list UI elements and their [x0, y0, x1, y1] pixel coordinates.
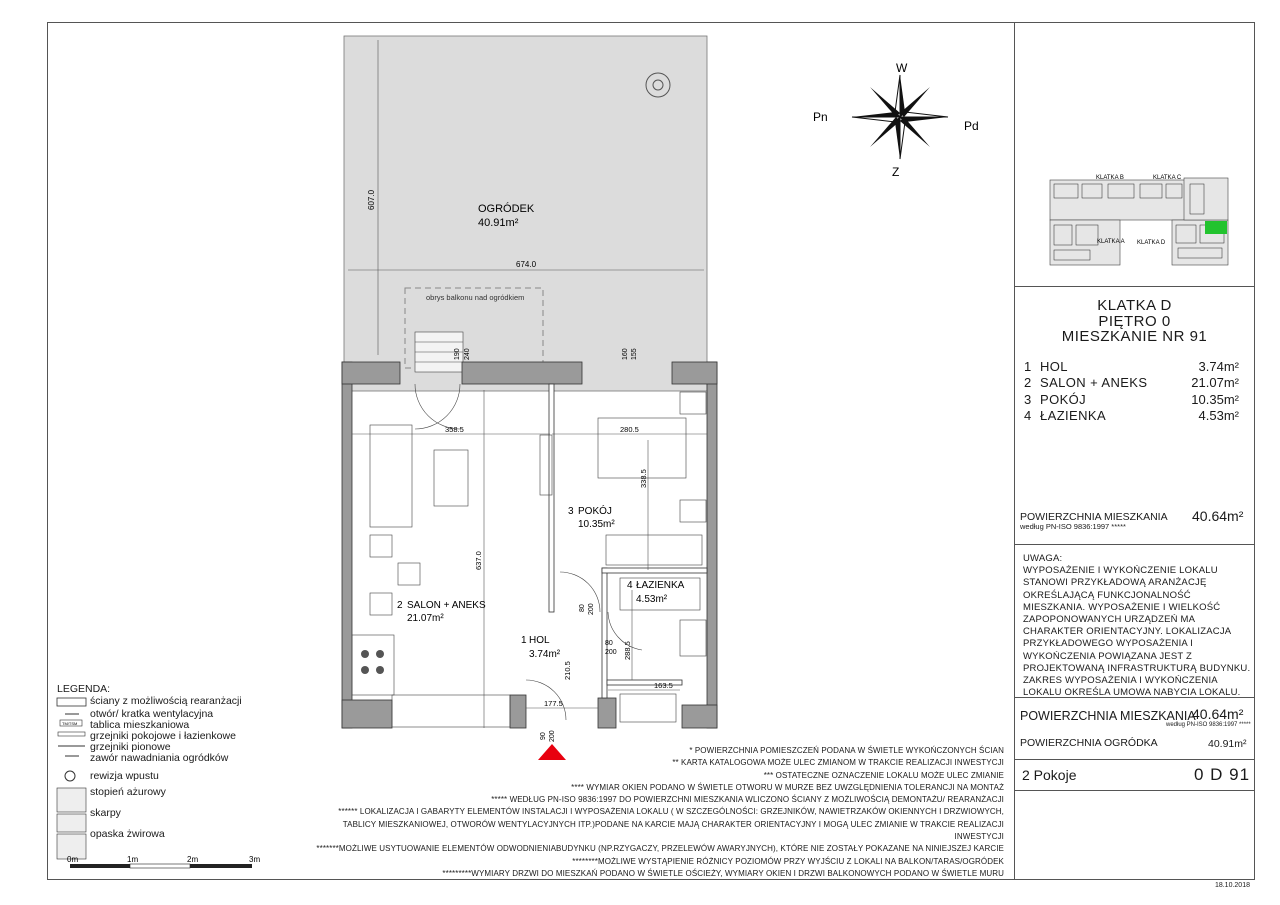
legend-item: ściany z możliwością rearanżacji: [90, 695, 242, 707]
area-label: POWIERZCHNIA MIESZKANIA: [1020, 511, 1168, 523]
dim-door-e: 90: [540, 732, 547, 740]
garden-label: POWIERZCHNIA OGRÓDKA: [1020, 737, 1158, 749]
scale-bar: [60, 854, 270, 874]
summary-area-sub: według PN-ISO 9836:1997 *****: [1166, 722, 1251, 728]
room-row: [1024, 359, 1239, 376]
divider: [1014, 759, 1255, 760]
room-row: [1024, 392, 1239, 409]
note-line: ** KARTA KATALOGOWA MOŻE ULEC ZMIANOM W TRAKCIE REALIZACJI INWESTYCJI: [672, 758, 1004, 768]
compass-e: Pd: [964, 119, 979, 133]
legend-title: LEGENDA:: [57, 683, 111, 695]
divider: [1014, 286, 1255, 287]
room-area: 3.74m²: [1198, 359, 1239, 374]
drain-symbol: [65, 771, 75, 781]
scale-1: 1m: [127, 855, 139, 864]
hol-name: HOL: [529, 635, 550, 646]
uwaga-text: UWAGA: WYPOSAŻENIE I WYKOŃCZENIE LOKALU STANOWI PRZYKŁADOWĄ ARANŻACJĘ OKREŚLAJĄCĄ FUNKCJONALNOŚĆ MIESZKANIA. WYPOSAŻENIE I WIELKOŚĆ ZAPOPONOWANYCH URZĄDZEŃ MA CHARAKTER ORIENTACYJNY. LOKALIZACJA PRZYKŁADOWEGO WYPOSAŻENIA I WYKOŃCZENIA POWIĄZANA JEST Z PROJEKTOWANĄ INFRASTRUKTURĄ BUDYNKU. ZAKRES WYPOSAŻENIA I WYKOŃCZENIA LOKALU OKREŚLA UMOWA NABYCIA LOKALU.: [1023, 553, 1251, 699]
legend-symbols: [55, 694, 90, 864]
dim-step-2: 240: [464, 348, 471, 360]
divider: [1014, 790, 1255, 791]
legend-item: skarpy: [90, 807, 121, 819]
salon-area: 21.07m²: [407, 613, 444, 624]
compass-s: Z: [892, 165, 900, 179]
dim-hol-w: 177.5: [544, 699, 563, 708]
slope-symbol: [57, 814, 86, 832]
dim-lazienka-h: 288.5: [623, 641, 632, 660]
room-num: 3: [1024, 392, 1032, 407]
tm-tag: TM/TSM: [62, 721, 78, 726]
note-line: *** OSTATECZNE OZNACZENIE LOKALU MOŻE ULEC ZMIANIE: [763, 770, 1004, 780]
area-sub: według PN-ISO 9836:1997 *****: [1020, 522, 1126, 531]
dim-garden-w: 674.0: [516, 260, 537, 269]
pokoj-name: POKÓJ: [578, 506, 612, 517]
room-num: 2: [1024, 375, 1032, 390]
room-area: 21.07m²: [1191, 375, 1239, 390]
compass-w: Pn: [813, 110, 828, 124]
dim-pokoj-w: 280.5: [620, 425, 639, 434]
key-plan: [1024, 170, 1248, 280]
rooms-count: 2 Pokoje: [1022, 767, 1077, 783]
dim-door-d: 200: [605, 649, 617, 656]
apartment-code: 0 D 91: [1194, 765, 1251, 784]
note-line: ********MOŻLIWE WYSTĄPIENIE RÓŻNICY POZIOMÓW PRZY WYJŚCIU Z LOKALI NA BALKON/TARAS/OGRÓDEK: [572, 856, 1004, 866]
hol-area: 3.74m²: [529, 649, 561, 660]
scale-0: 0m: [67, 855, 79, 864]
hol-num: 1: [521, 635, 527, 646]
note-line: TABLICY MIESZKANIOWEJ, OTWORÓW WENTYLACYJNYCH ITP.)PODANE NA KARCIE MAJĄ CHARAKTER ORIENTACYJNY I MOGĄ ULEC ZMIANIE W TRAKCIE REALIZACJI INWESTYCJI: [342, 819, 1004, 842]
dim-door-b: 200: [588, 603, 595, 615]
dim-salon-w: 358.5: [445, 425, 464, 434]
area-value: 40.64m²: [1192, 508, 1244, 524]
key-label-d: KLATKA D: [1137, 240, 1166, 246]
dim-win-1: 160: [622, 348, 629, 360]
summary-area-label: POWIERZCHNIA MIESZKANIA: [1020, 709, 1196, 723]
compass-rose: [800, 55, 1000, 185]
garden-area-label: 40.91m²: [478, 217, 519, 229]
radiator-symbol: [58, 732, 85, 736]
room-area: 10.35m²: [1191, 392, 1239, 407]
dim-lazienka-w: 163.5: [654, 681, 673, 690]
note-line: * POWIERZCHNIA POMIESZCZEŃ PODANA W ŚWIETLE WYKOŃCZONYCH ŚCIAN: [689, 746, 1004, 755]
room-row: [1024, 408, 1239, 425]
room-row: [1024, 375, 1239, 392]
room-name: SALON + ANEKS: [1040, 375, 1148, 390]
legend-item: opaska żwirowa: [90, 828, 165, 840]
note-line: *******MOŻLIWE USYTUOWANIE ELEMENTÓW ODWODNIENIABUDYNKU (NP.RZYGACZY, PRZELEWÓW AWARYJNYCH), KTÓRE NIE ZOSTAŁY POKAZANE NA NINIEJSZEJ KARCIE: [316, 844, 1004, 854]
lazienka-num: 4: [627, 580, 633, 591]
legend-item: grzejniki pokojowe i łazienkowe: [90, 730, 236, 742]
stair-title: KLATKA D: [1097, 297, 1172, 314]
note-line: ****** LOKALIZACJA I GABARYTY ELEMENTÓW INSTALACJI I WYPOSAŻENIA LOKALU ( W SZCZEGÓLNOŚCI: GRZEJNIKÓW, NAWIETRZAKÓW OKIENNYCH I DRZWIOWYCH,: [338, 807, 1004, 817]
balcony-outline-label: obrys balkonu nad ogródkiem: [426, 293, 525, 302]
dim-door-f: 200: [549, 730, 556, 742]
legend-item: grzejniki pionowe: [90, 741, 171, 753]
floor-plan: [330, 30, 730, 770]
room-name: HOL: [1040, 359, 1068, 374]
outer-walls: [342, 362, 717, 728]
legend-item: otwór/ kratka wentylacyjna: [90, 708, 214, 720]
notes-block: [304, 745, 1004, 880]
legend-item: zawór nawadniania ogródków: [90, 752, 229, 764]
apartment-highlight: [1205, 221, 1227, 234]
dim-door-c: 80: [605, 640, 613, 647]
dim-pokoj-h: 338.5: [639, 469, 648, 488]
dim-hol-h: 210.5: [563, 661, 572, 680]
dim-door-a: 80: [579, 604, 586, 612]
scale-3: 3m: [249, 855, 261, 864]
date-label: 18.10.2018: [1214, 882, 1250, 889]
divider: [1014, 544, 1255, 545]
key-label-c: KLATKA C: [1153, 175, 1182, 181]
salon-num: 2: [397, 600, 403, 611]
note-line: ***** WEDŁUG PN-ISO 9836:1997 DO POWIERZCHNI MIESZKANIA WLICZONO ŚCIANY Z MOŻLIWOŚCIĄ DEMONTAŻU/ REARANŻACJI: [491, 795, 1004, 805]
cooktop: [361, 650, 384, 674]
door-swings: [415, 384, 642, 720]
note-line: **** WYMIAR OKIEN PODANO W ŚWIETLE OTWORU W MURZE BEZ UWZGLĘDNIENIA TOLERANCJI NA MONTAŻ: [571, 782, 1004, 792]
uwaga-note: [1023, 553, 1251, 699]
dim-win-2: 155: [631, 348, 638, 360]
furniture: [352, 392, 706, 727]
dim-step-1: 190: [454, 348, 461, 360]
wall-symbol: [57, 698, 86, 706]
pokoj-area: 10.35m²: [578, 519, 615, 530]
salon-name: SALON + ANEKS: [407, 600, 486, 611]
note-line: *********WYMIARY DRZWI DO MIESZKAŃ PODANO W ŚWIETLE OŚCIEŻY, WYMIARY OKIEN I DRZWI BALKONOWYCH PODANO W ŚWIETLE MURU: [442, 868, 1004, 878]
room-name: POKÓJ: [1040, 392, 1087, 407]
dim-garden-h: 607.0: [367, 189, 376, 210]
key-label-b: KLATKA B: [1096, 175, 1124, 181]
floor-title: PIĘTRO 0: [1098, 313, 1171, 330]
pokoj-num: 3: [568, 506, 574, 517]
key-label-a: KLATKA A: [1097, 239, 1125, 245]
garden-name: OGRÓDEK: [478, 203, 535, 215]
info-panel: [1014, 22, 1255, 880]
room-name: ŁAZIENKA: [1040, 408, 1107, 423]
dim-salon-h: 637.0: [474, 551, 483, 570]
room-num: 4: [1024, 408, 1032, 423]
legend-item: tablica mieszkaniowa: [90, 719, 190, 731]
legend-item: stopień ażurowy: [90, 786, 166, 798]
step-symbol: [57, 788, 86, 812]
lazienka-name: ŁAZIENKA: [636, 580, 685, 591]
lazienka-area: 4.53m²: [636, 594, 668, 605]
room-num: 1: [1024, 359, 1032, 374]
apartment-title: MIESZKANIE NR 91: [1061, 328, 1208, 345]
compass-n: W: [896, 61, 908, 75]
dimension-lines: [352, 390, 707, 728]
garden-value: 40.91m²: [1208, 738, 1247, 750]
room-area: 4.53m²: [1198, 408, 1239, 423]
summary-area-value: 40.64m²: [1192, 706, 1244, 722]
scale-2: 2m: [187, 855, 199, 864]
legend-item: rewizja wpustu: [90, 770, 159, 782]
